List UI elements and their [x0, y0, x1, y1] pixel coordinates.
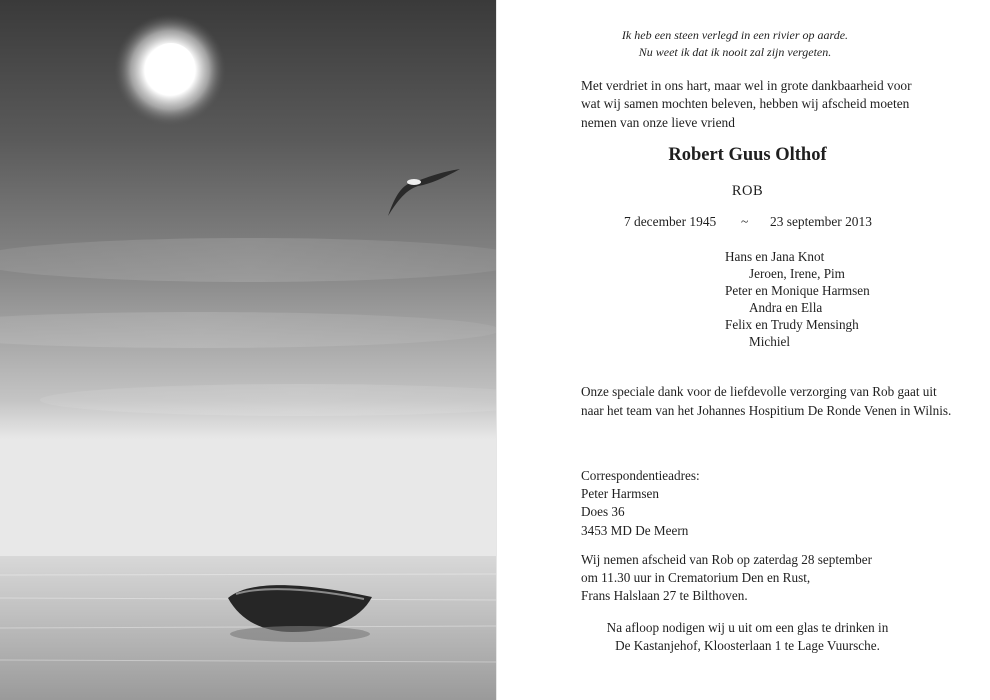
- rowboat-icon: [228, 585, 372, 642]
- family-member: Michiel: [749, 334, 791, 349]
- ceremony-line: Frans Halslaan 27 te Bilthoven.: [581, 588, 748, 604]
- intro-line: wat wij samen mochten beleven, hebben wij afscheid moeten: [581, 96, 910, 112]
- poem-line: Ik heb een steen verlegd in een rivier op aarde.: [621, 28, 849, 42]
- birth-date: 7 december 1945: [624, 214, 717, 229]
- reception-info: [560, 619, 935, 655]
- family-member: Andra en Ella: [749, 300, 823, 315]
- ceremony-info: [581, 551, 872, 606]
- correspondence-address: [581, 467, 700, 540]
- thanks-paragraph: [581, 383, 951, 420]
- card-fold: [496, 0, 497, 700]
- family-member: Felix en Trudy Mensingh: [725, 317, 859, 332]
- death-date: 23 september 2013: [770, 214, 872, 229]
- ceremony-line: Wij nemen afscheid van Rob op zaterdag 28 september: [581, 552, 872, 567]
- deceased-name: Robert Guus Olthof: [668, 145, 827, 165]
- family-member: Jeroen, Irene, Pim: [749, 266, 845, 281]
- poem: [580, 27, 890, 61]
- thanks-line: Onze speciale dank voor de liefdevolle verzorging van Rob gaat uit: [581, 384, 937, 399]
- family-list: [725, 248, 870, 350]
- address-street: Does 36: [581, 504, 625, 520]
- ceremony-line: om 11.30 uur in Crematorium Den en Rust,: [581, 570, 811, 586]
- address-city: 3453 MD De Meern: [581, 522, 689, 538]
- family-member: Hans en Jana Knot: [725, 249, 825, 264]
- address-name: Peter Harmsen: [581, 486, 659, 502]
- intro-line: nemen van onze lieve vriend: [581, 114, 735, 130]
- deceased-nickname: ROB: [731, 183, 764, 199]
- intro-line: Met verdriet in ons hart, maar wel in grote dankbaarheid voor: [581, 78, 912, 93]
- intro-paragraph: [581, 77, 912, 132]
- poem-line: Nu weet ik dat ik nooit zal zijn vergeten.: [638, 45, 832, 59]
- reception-line: Na afloop nodigen wij u uit om een glas te drinken in: [606, 620, 889, 635]
- reception-line: De Kastanjehof, Kloosterlaan 1 te Lage Vuursche.: [615, 638, 880, 654]
- address-label: Correspondentieadres:: [581, 468, 700, 483]
- family-member: Peter en Monique Harmsen: [725, 283, 870, 298]
- thanks-line: naar het team van het Johannes Hospitium De Ronde Venen in Wilnis.: [581, 402, 952, 418]
- date-separator: ~: [741, 214, 749, 229]
